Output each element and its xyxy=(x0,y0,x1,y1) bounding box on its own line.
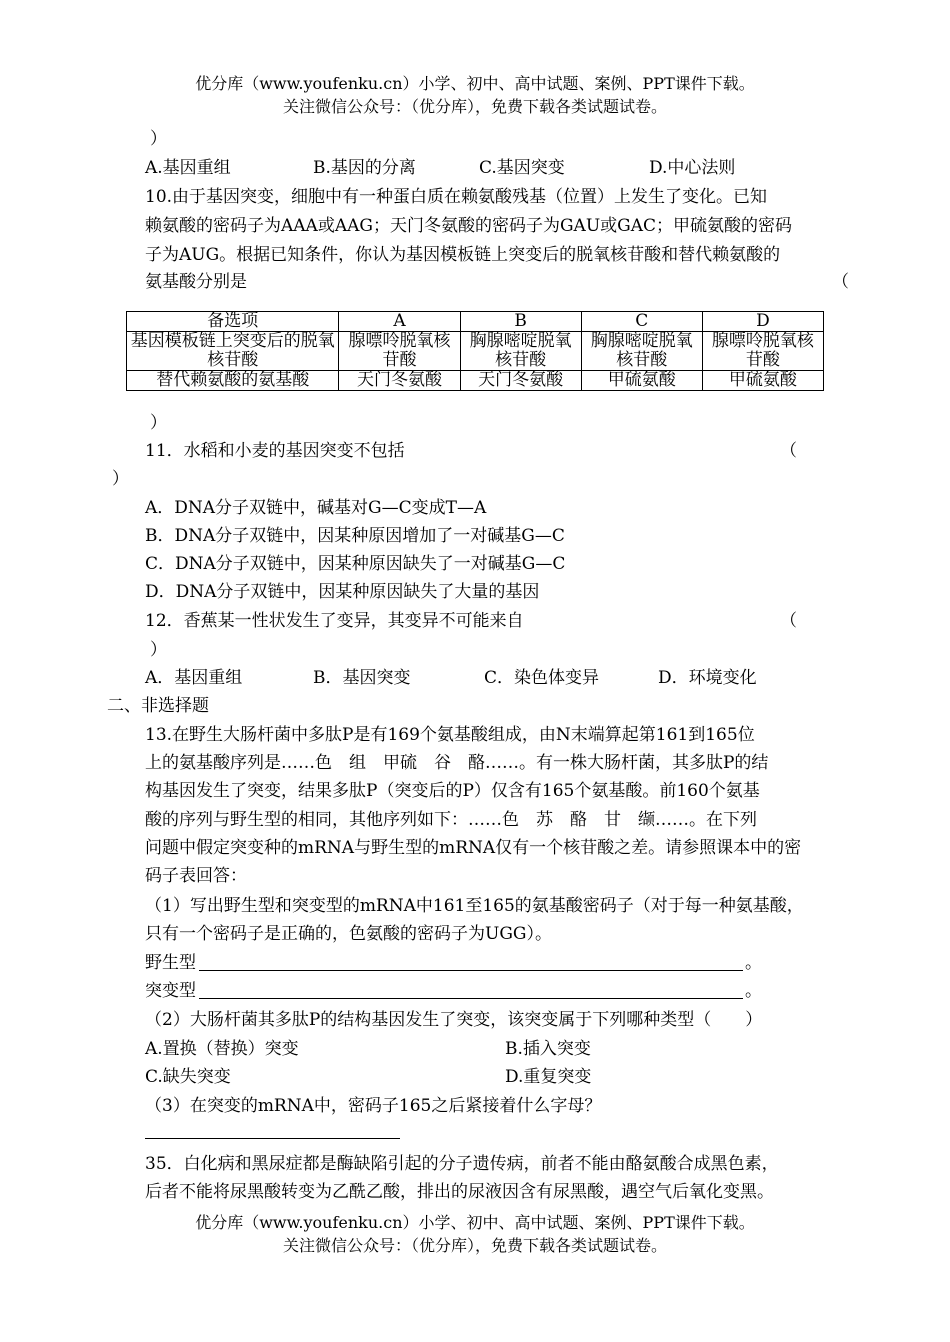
q11-stem: 11．水稻和小麦的基因突变不包括 xyxy=(145,441,405,461)
q9-option-b: B.基因的分离 xyxy=(313,158,416,178)
q13-sub2-option-c: C.缺失突变 xyxy=(145,1067,231,1087)
table-header-row xyxy=(127,312,824,332)
table-cell: 腺嘌呤脱氧核苷酸 xyxy=(702,332,823,371)
q12-stem: 12．香蕉某一性状发生了变异，其变异不可能来自 xyxy=(145,611,524,631)
header-line-1: 优分库（www.youfenku.cn）小学、初中、高中试题、案例、PPT课件下载。 xyxy=(195,74,755,93)
q9-option-d: D.中心法则 xyxy=(649,158,736,178)
q11-close-paren: ） xyxy=(112,469,129,489)
q13-sub3: （3）在突变的mRNA中，密码子165之后紧接着什么字母？ xyxy=(145,1096,602,1116)
table-header-cell: 备选项 xyxy=(127,312,339,332)
q9-close-paren: ） xyxy=(150,129,167,149)
q35-line-1: 35．白化病和黑尿症都是酶缺陷引起的分子遗传病，前者不能由酪氨酸合成黑色素， xyxy=(145,1154,779,1174)
footer-line-2: 关注微信公众号：（优分库），免费下载各类试题试卷。 xyxy=(282,1236,667,1255)
q10-line-1: 10.由于基因突变，细胞中有一种蛋白质在赖氨酸残基（位置）上发生了变化。已知 xyxy=(145,187,768,207)
table-row xyxy=(127,371,824,391)
q35-line-2: 后者不能将尿黑酸转变为乙酰乙酸，排出的尿液因含有尿黑酸，遇空气后氧化变黑。 xyxy=(145,1182,774,1202)
q12-open-paren: （ xyxy=(780,611,797,631)
footer-line-1: 优分库（www.youfenku.cn）小学、初中、高中试题、案例、PPT课件下载。 xyxy=(195,1213,755,1232)
q11-option-b: B．DNA分子双链中，因某种原因增加了一对碱基G—C xyxy=(145,526,565,546)
q13-sub2-option-d: D.重复突变 xyxy=(505,1067,592,1087)
q10-open-paren: （ xyxy=(832,272,849,292)
q11-option-a: A．DNA分子双链中，碱基对G—C变成T—A xyxy=(145,498,487,518)
q13-line-3: 构基因发生了突变，结果多肽P（突变后的P）仅含有165个氨基酸。前160个氨基 xyxy=(145,781,760,801)
q12-option-a: A．基因重组 xyxy=(145,668,243,688)
table-header-cell: D xyxy=(702,312,823,332)
q11-open-paren: （ xyxy=(780,441,797,461)
table-cell: 天门冬氨酸 xyxy=(460,371,581,391)
q13-sub2-option-b: B.插入突变 xyxy=(505,1039,591,1059)
q13-sub3-answer-blank[interactable] xyxy=(145,1138,400,1139)
q9-option-c: C.基因突变 xyxy=(479,158,565,178)
table-cell: 腺嘌呤脱氧核苷酸 xyxy=(339,332,460,371)
q13-line-5: 问题中假定突变种的mRNA与野生型的mRNA仅有一个核苷酸之差。请参照课本中的密 xyxy=(145,838,802,858)
q10-line-4: 氨基酸分别是 xyxy=(145,272,247,292)
table-cell: 胸腺嘧啶脱氧核苷酸 xyxy=(460,332,581,371)
table-header-cell: B xyxy=(460,312,581,332)
q10-close-paren: ） xyxy=(150,413,167,433)
q10-options-table xyxy=(126,311,824,391)
q13-sub1-line-1: （1）写出野生型和突变型的mRNA中161至165的氨基酸密码子（对于每一种氨基酸， xyxy=(145,896,804,916)
q13-line-1: 13.在野生大肠杆菌中多肽P是有169个氨基酸组成，由N末端算起第161到165位 xyxy=(145,725,755,745)
table-cell: 甲硫氨酸 xyxy=(702,371,823,391)
q12-option-d: D．环境变化 xyxy=(658,668,757,688)
q13-sub2-option-a: A.置换（替换）突变 xyxy=(145,1039,299,1059)
mutant-type-period: 。 xyxy=(745,981,762,1001)
q10-line-2: 赖氨酸的密码子为AAA或AAG；天门冬氨酸的密码子为GAU或GAC；甲硫氨酸的密码 xyxy=(145,216,793,236)
wild-type-label: 野生型 xyxy=(145,953,196,973)
table-header-cell: A xyxy=(339,312,460,332)
table-cell: 天门冬氨酸 xyxy=(339,371,460,391)
table-header-cell: C xyxy=(581,312,702,332)
q13-sub1-line-2: 只有一个密码子是正确的，色氨酸的密码子为UGG）。 xyxy=(145,924,552,944)
q11-option-c: C．DNA分子双链中，因某种原因缺失了一对碱基G—C xyxy=(145,554,566,574)
mutant-type-answer-blank[interactable] xyxy=(199,998,743,999)
table-cell: 替代赖氨酸的氨基酸 xyxy=(127,371,339,391)
q12-option-b: B．基因突变 xyxy=(313,668,411,688)
q12-close-paren: ） xyxy=(150,640,167,660)
wild-type-answer-blank[interactable] xyxy=(199,970,743,971)
q13-line-4: 酸的序列与野生型的相同，其他序列如下：……色 苏 酪 甘 缬……。在下列 xyxy=(145,810,757,830)
q9-option-a: A.基因重组 xyxy=(145,158,231,178)
header-line-2: 关注微信公众号：（优分库），免费下载各类试题试卷。 xyxy=(282,97,667,116)
q13-sub2: （2）大肠杆菌其多肽P的结构基因发生了突变，该突变属于下列哪种类型（ ） xyxy=(145,1010,763,1030)
table-cell: 胸腺嘧啶脱氧核苷酸 xyxy=(581,332,702,371)
table-row xyxy=(127,332,824,371)
q13-line-2: 上的氨基酸序列是……色 组 甲硫 谷 酪……。有一株大肠杆菌，其多肽P的结 xyxy=(145,753,769,773)
table-cell: 基因模板链上突变后的脱氧核苷酸 xyxy=(127,332,339,371)
q11-option-d: D．DNA分子双链中，因某种原因缺失了大量的基因 xyxy=(145,582,540,602)
table-cell: 甲硫氨酸 xyxy=(581,371,702,391)
section-2-title: 二、非选择题 xyxy=(107,696,209,716)
q12-option-c: C．染色体变异 xyxy=(484,668,600,688)
q13-line-6: 码子表回答： xyxy=(145,866,247,886)
q10-line-3: 子为AUG。根据已知条件，你认为基因模板链上突变后的脱氧核苷酸和替代赖氨酸的 xyxy=(145,245,781,265)
wild-type-period: 。 xyxy=(745,953,762,973)
mutant-type-label: 突变型 xyxy=(145,981,196,1001)
